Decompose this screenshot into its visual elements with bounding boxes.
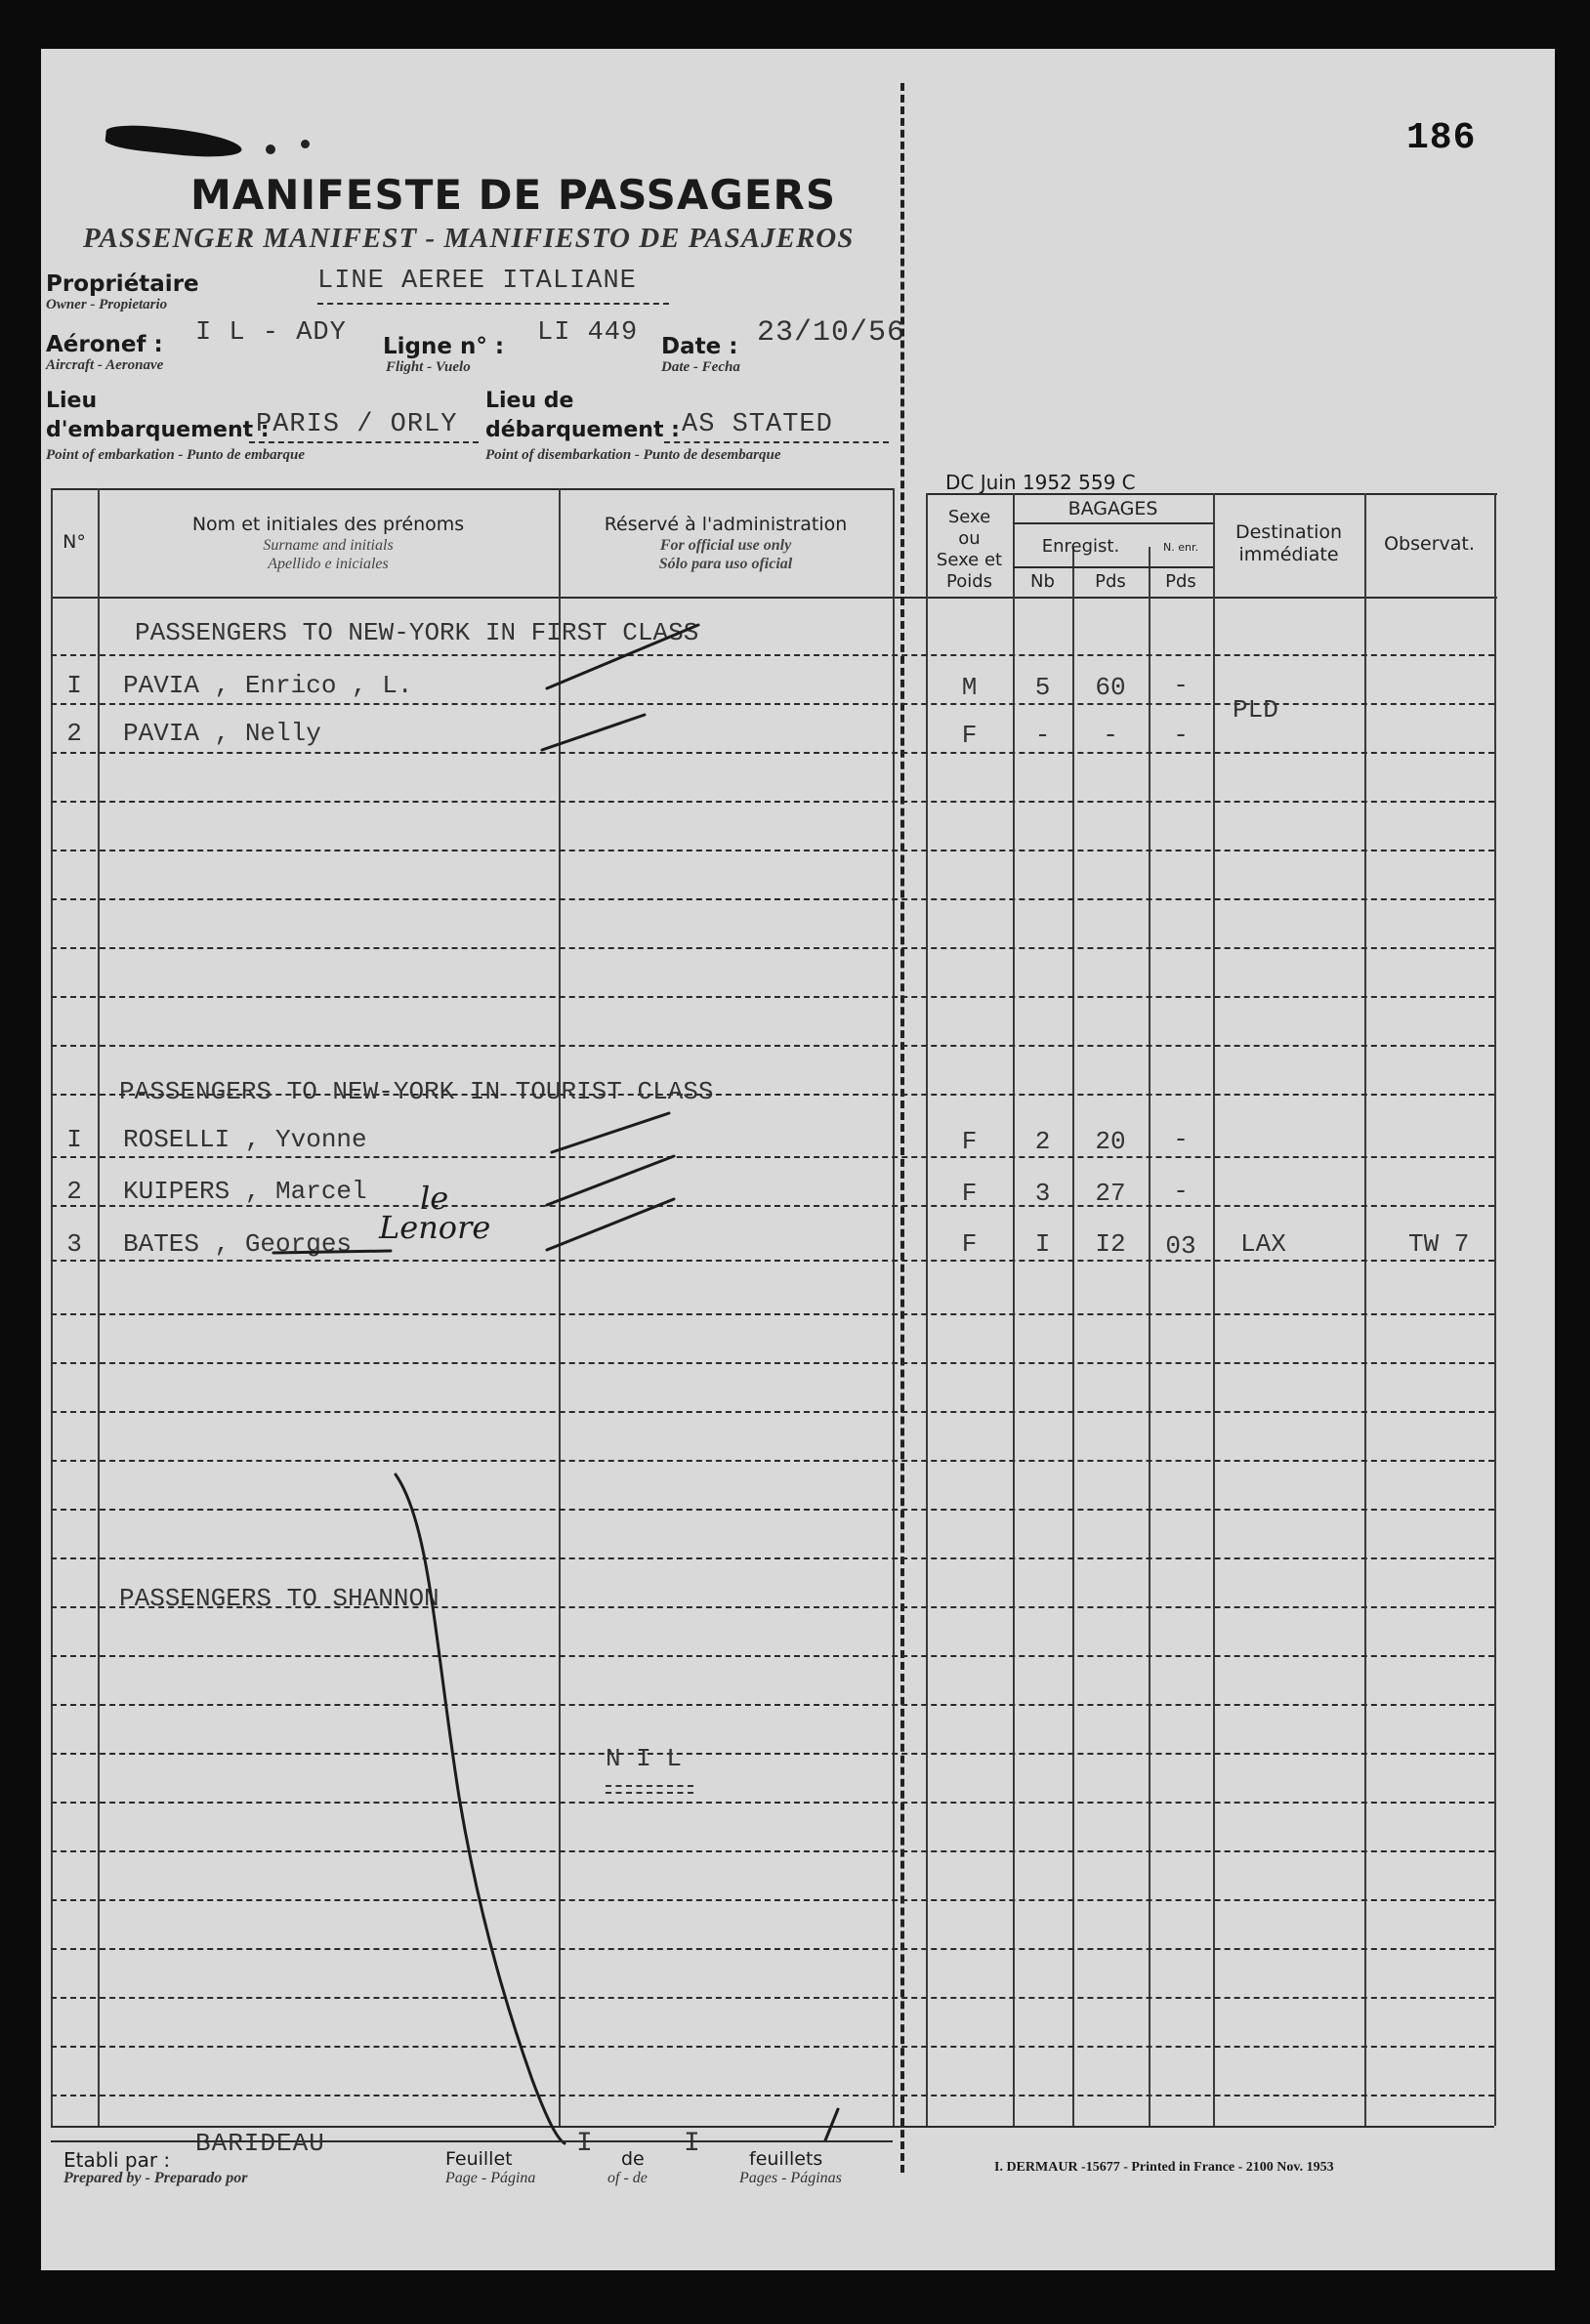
- first-row-1-pds: 60: [1095, 673, 1126, 702]
- first-row-2-pds: -: [1103, 721, 1118, 750]
- page-number: 186: [1406, 117, 1477, 159]
- nil-entry: N I L: [606, 1744, 683, 1773]
- section-heading-shannon: PASSENGERS TO SHANNON: [119, 1584, 439, 1613]
- checkmark-stroke: [547, 625, 698, 688]
- first-row-2-unreg: -: [1173, 721, 1189, 750]
- first-row-1-unreg: -: [1173, 671, 1189, 700]
- date-label: Date :: [661, 334, 738, 359]
- flight-label: Ligne n° :: [383, 334, 505, 359]
- tourist-row-1-nb: 2: [1034, 1127, 1051, 1156]
- col-header-observ: Observat.: [1384, 533, 1475, 555]
- section-heading-tourist-class: PASSENGERS TO NEW-YORK IN TOURIST CLASS: [119, 1077, 714, 1106]
- footer-left-rule: [51, 2140, 893, 2142]
- tourist-row-3-no: 3: [66, 1229, 82, 1259]
- prepared-by-label: Etabli par :: [63, 2148, 171, 2172]
- col-header-no: N°: [63, 531, 86, 553]
- page-title: MANIFESTE DE PASSAGERS: [190, 171, 837, 219]
- of-sub: of - de: [607, 2170, 648, 2186]
- first-row-1-nb: 5: [1034, 673, 1051, 702]
- col-header-name: Nom et initiales des prénoms: [191, 514, 465, 535]
- disembark-label-2: débarquement :: [485, 418, 680, 442]
- tourist-row-2-name: KUIPERS , Marcel: [123, 1177, 367, 1206]
- col-header-reserved: Réservé à l'administration: [604, 514, 848, 535]
- col-header-unreg-pds: Pds: [1165, 571, 1196, 592]
- strikethrough-stroke: [273, 1251, 391, 1253]
- embark-label-2: d'embarquement :: [46, 418, 270, 442]
- sheet-value: I: [576, 2129, 594, 2159]
- tourist-row-1-no: I: [66, 1125, 82, 1154]
- tourist-row-3-nb: I: [1034, 1229, 1051, 1259]
- tourist-row-2-pds: 27: [1095, 1179, 1126, 1208]
- col-header-sex-1: Sexe: [947, 507, 991, 527]
- form-code: DC Juin 1952 559 C: [945, 471, 1136, 494]
- tourist-row-2-unreg: -: [1173, 1177, 1189, 1206]
- tourist-row-2-sex: F: [961, 1179, 978, 1208]
- col-header-baggage: BAGAGES: [1067, 498, 1158, 519]
- tourist-row-3-obs: TW 7: [1408, 1229, 1470, 1259]
- sheets-label: feuillets: [749, 2148, 823, 2170]
- of-value: I: [684, 2129, 701, 2159]
- printer-credit: I. DERMAUR -15677 - Printed in France - 2100 Nov. 1953: [994, 2160, 1334, 2175]
- first-row-1-dest: PLD: [1233, 695, 1278, 725]
- col-header-sex-3: Sexe et: [936, 550, 1003, 570]
- date-sub: Date - Fecha: [661, 359, 740, 375]
- col-header-name-en: Surname and initials: [263, 537, 394, 554]
- tourist-row-1-name: ROSELLI , Yvonne: [123, 1125, 367, 1154]
- flight-sub: Flight - Vuelo: [386, 359, 471, 375]
- disembark-sub: Point of disembarkation - Punto de desembarque: [485, 447, 781, 463]
- tourist-row-1-pds: 20: [1095, 1127, 1126, 1156]
- first-row-1-name: PAVIA , Enrico , L.: [123, 671, 413, 700]
- col-header-sex-2: ou: [958, 528, 981, 549]
- handwritten-correction-le: le: [420, 1180, 449, 1217]
- checkmark-stroke: [552, 1113, 669, 1152]
- tourist-row-3-pds: I2: [1095, 1229, 1126, 1259]
- first-row-2-sex: F: [961, 721, 978, 750]
- first-row-2-no: 2: [66, 719, 82, 748]
- owner-value: LINE AEREE ITALIANE: [317, 267, 637, 296]
- checkmark-stroke: [547, 1156, 674, 1205]
- col-header-nb: Nb: [1030, 571, 1055, 592]
- checkmark-stroke: [547, 1199, 674, 1250]
- handwritten-correction-lenore: Lenore: [379, 1209, 491, 1246]
- checkmark-stroke: [542, 715, 645, 750]
- owner-label: Propriétaire: [46, 271, 199, 297]
- disembark-label-1: Lieu de: [485, 389, 574, 413]
- page-subtitle: PASSENGER MANIFEST - MANIFIESTO DE PASAJEROS: [83, 223, 855, 254]
- embark-value: PARIS / ORLY: [256, 410, 458, 439]
- footer-slash: [825, 2109, 838, 2140]
- tourist-row-3-name: BATES , Georges: [123, 1229, 353, 1259]
- long-pen-stroke: [396, 1474, 565, 2143]
- col-header-registered: Enregist.: [1041, 536, 1120, 557]
- col-header-unreg: N. enr.: [1163, 541, 1198, 554]
- prepared-by-sub: Prepared by - Preparado por: [63, 2170, 248, 2186]
- col-header-name-es: Apellido e iniciales: [268, 556, 389, 572]
- aircraft-sub: Aircraft - Aeronave: [46, 357, 164, 373]
- embark-sub: Point of embarkation - Punto de embarque: [46, 447, 306, 463]
- tourist-row-3-dest: LAX: [1240, 1229, 1286, 1259]
- of-label: de: [621, 2148, 645, 2170]
- first-row-2-nb: -: [1034, 721, 1051, 750]
- tourist-row-2-nb: 3: [1034, 1179, 1051, 1208]
- section-heading-first-class: PASSENGERS TO NEW-YORK IN FIRST CLASS: [135, 618, 699, 647]
- prepared-by-value: BARIDEAU: [195, 2129, 325, 2158]
- embark-label-1: Lieu: [46, 389, 98, 413]
- first-row-1-sex: M: [961, 673, 978, 702]
- aircraft-value: I L - ADY: [195, 318, 347, 348]
- tourist-row-3-unreg: 03: [1165, 1231, 1196, 1261]
- col-header-destination-2: immédiate: [1238, 544, 1339, 565]
- flight-value: LI 449: [537, 318, 639, 348]
- sheet-sub: Page - Página: [445, 2170, 536, 2186]
- tourist-row-2-no: 2: [66, 1177, 82, 1206]
- date-value: 23/10/56: [757, 316, 906, 350]
- col-header-pds: Pds: [1095, 571, 1126, 592]
- col-header-destination-1: Destination: [1234, 521, 1343, 543]
- col-header-reserved-es: Sólo para uso oficial: [658, 556, 793, 572]
- col-header-sex-4: Poids: [945, 571, 993, 592]
- owner-sub: Owner - Propietario: [46, 297, 168, 312]
- disembark-value: AS STATED: [682, 410, 833, 439]
- first-row-2-name: PAVIA , Nelly: [123, 719, 321, 748]
- tourist-row-1-sex: F: [961, 1127, 978, 1156]
- sheets-sub: Pages - Páginas: [739, 2170, 842, 2186]
- tourist-row-3-sex: F: [961, 1229, 978, 1259]
- sheet-label: Feuillet: [445, 2148, 513, 2170]
- first-row-1-no: I: [66, 671, 82, 700]
- aircraft-label: Aéronef :: [46, 332, 163, 357]
- col-header-reserved-en: For official use only: [659, 537, 792, 554]
- tourist-row-1-unreg: -: [1173, 1125, 1189, 1154]
